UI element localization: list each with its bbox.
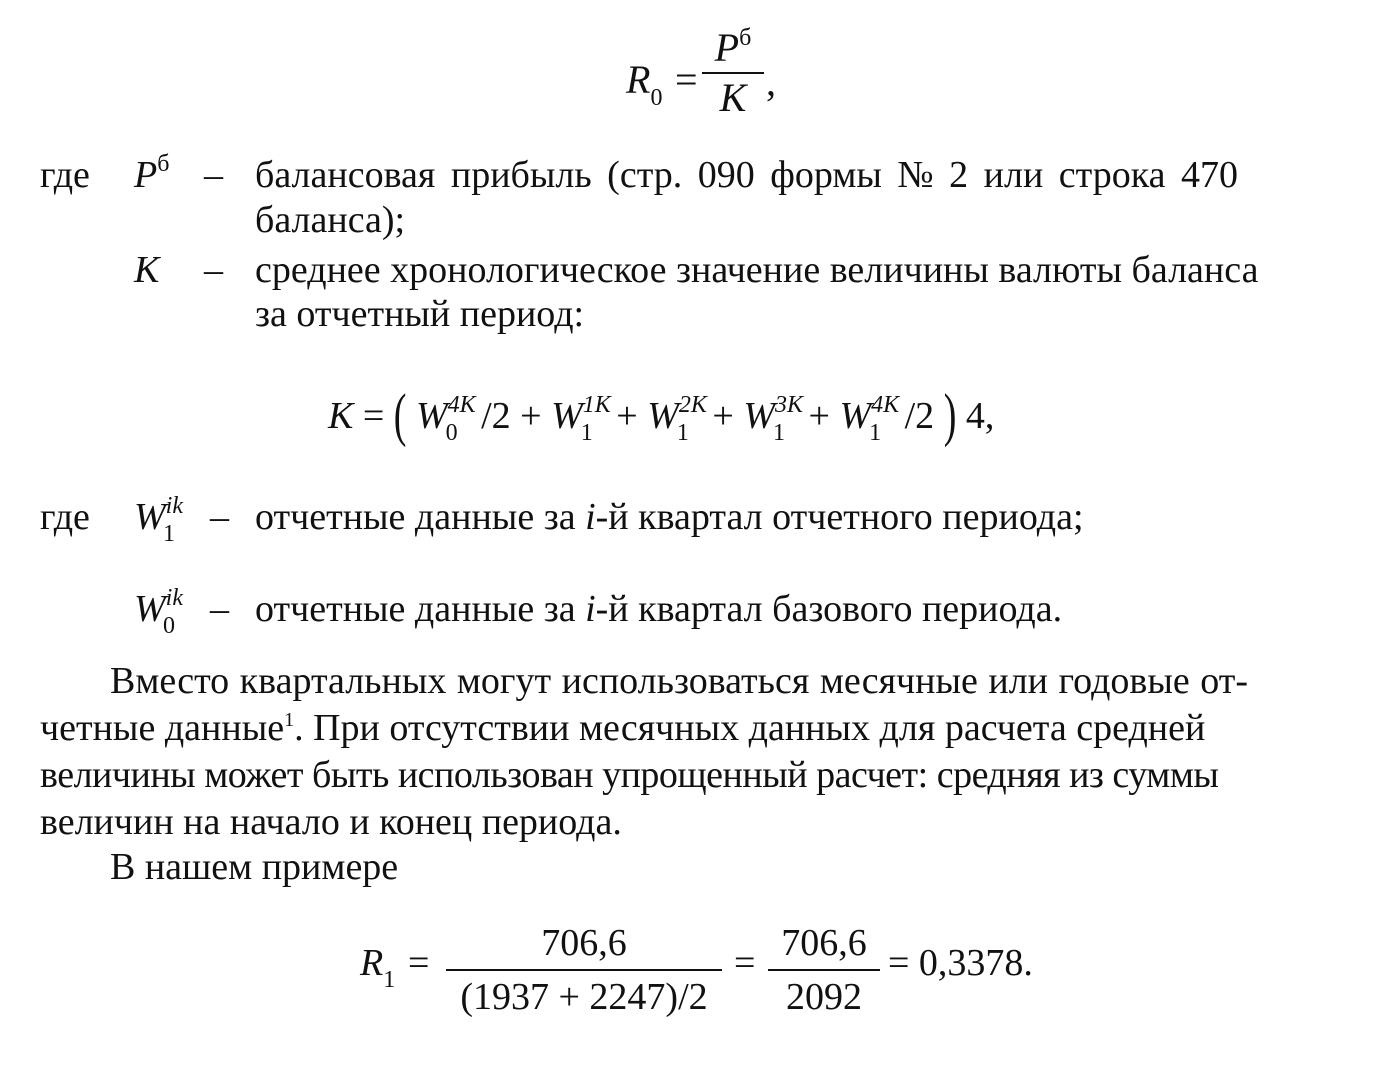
k-equals: = (362, 395, 385, 437)
r1-frac2-numerator: 706,6 (781, 922, 867, 964)
def-dash: – (210, 588, 229, 630)
r0-lhs: $R_0$ (626, 57, 663, 111)
r1-equals: = (734, 942, 756, 984)
formula-k (328, 383, 995, 449)
r0-equals: = (675, 57, 698, 102)
k-left-paren: ( (393, 383, 407, 449)
def-symbol-w1: $W^{ik}_1$ (134, 493, 183, 547)
example-intro: В нашем примере (110, 846, 399, 888)
def-dash: – (210, 496, 229, 538)
def-text-line: баланса); (255, 199, 406, 241)
r1-fraction-bar (768, 969, 880, 971)
where-label: где (40, 154, 90, 196)
k-term: $W^{3K}_1$ (743, 392, 804, 446)
k-term-tail: /2 + (481, 395, 542, 437)
k-term-tail: + (712, 395, 734, 437)
r0-fraction (702, 25, 764, 120)
where-label: где (40, 496, 90, 538)
def-text-line: среднее хронологическое значение величины валюты баланса (255, 249, 1259, 291)
def-text-line: балансовая прибыль (стр. 090 формы № 2 или строка 470 (255, 154, 1238, 196)
k-term-tail: + (808, 395, 830, 437)
paragraph-line: Вместо квартальных могут использоваться месячные или годовые от- (110, 660, 1249, 702)
k-term: $W^{4K}_1$ (839, 392, 900, 446)
k-term-tail: + (616, 395, 638, 437)
def-text-line: отчетные данные за i-й квартал отчетного периода; (255, 496, 1084, 538)
r1-frac1-denominator: (1937 + 2247)/2 (460, 976, 708, 1018)
def-symbol-k: K (134, 249, 160, 291)
def-dash: – (204, 249, 223, 291)
r0-fraction-bar (702, 72, 764, 74)
paragraph-line: четные данные$^1$. При отсутствии месячных данных для расчета средней (40, 707, 1206, 749)
def-text-line: отчетные данные за i-й квартал базового периода. (255, 588, 1063, 630)
def-text-line: за отчетный период: (255, 293, 585, 335)
r1-lhs: $R_1$ (360, 942, 396, 993)
k-lhs: K (328, 395, 354, 437)
r1-equals: = (408, 942, 430, 984)
r1-result: = 0,3378. (888, 942, 1033, 984)
k-term: $W^{2K}_1$ (647, 392, 707, 446)
k-trail: 4, (965, 395, 995, 437)
r1-frac2-denominator: 2092 (786, 976, 862, 1018)
k-right-paren: ) (943, 383, 957, 449)
footnote-marker: 1 (284, 709, 295, 731)
k-term-tail: /2 (904, 395, 935, 437)
r0-comma: , (766, 59, 776, 104)
k-term: $W^{1K}_1$ (551, 392, 611, 446)
r1-fraction-bar (446, 969, 722, 971)
r1-fraction-2 (768, 924, 880, 1016)
r1-fraction-1 (446, 924, 722, 1016)
def-symbol-p: $P^б$ (134, 151, 170, 196)
paragraph-line: величины может быть использован упрощенный расчет: средняя из суммы (40, 754, 1219, 796)
def-symbol-w0: $W^{ik}_0$ (134, 585, 183, 639)
r1-frac1-numerator: 706,6 (541, 922, 627, 964)
r0-denominator: K (719, 75, 747, 120)
k-term: $W^{4K}_0$ (415, 392, 476, 446)
def-dash: – (204, 154, 223, 196)
r0-numerator: $P^б$ (714, 25, 752, 70)
paragraph-line: величин на начало и конец периода. (40, 801, 622, 843)
